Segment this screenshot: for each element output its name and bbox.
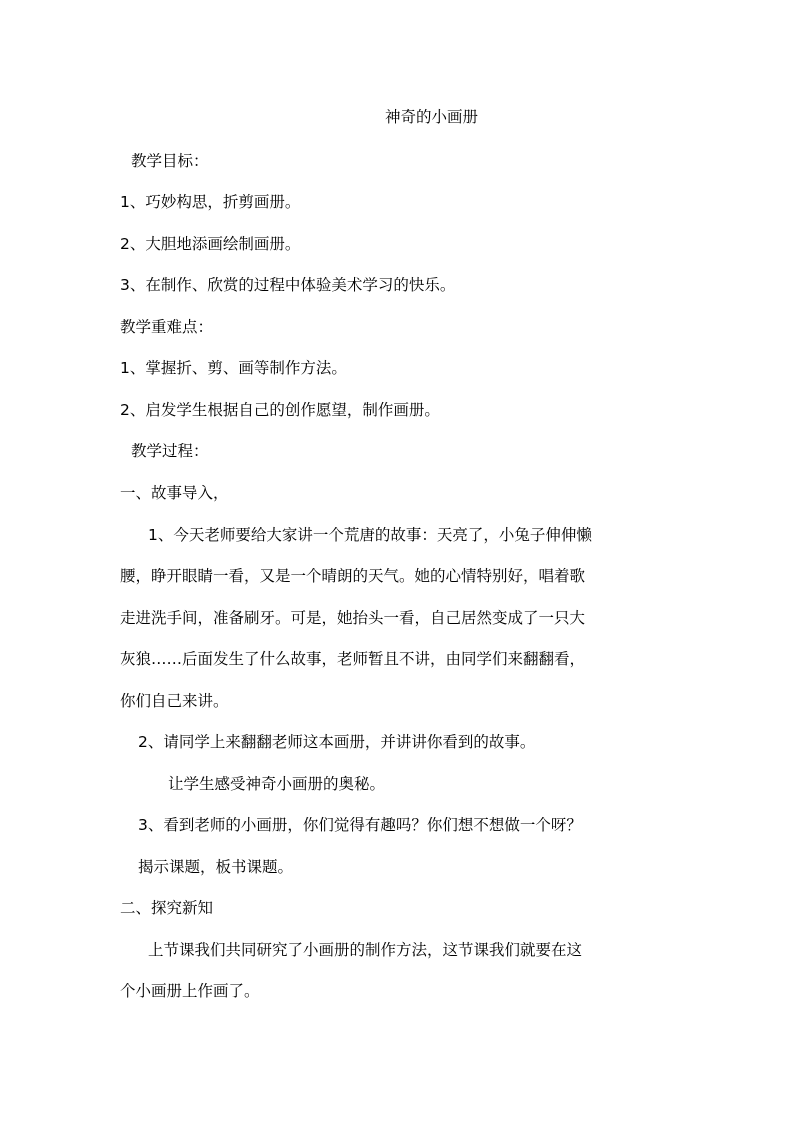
paragraph-line: 走进洗手间，准备刷牙。可是，她抬头一看，自己居然变成了一只大 — [120, 609, 586, 627]
subsection-heading-story: 一、故事导入， — [120, 484, 229, 502]
paragraph-line: 灰狼……后面发生了什么故事，老师暂且不讲，由同学们来翻翻看， — [120, 650, 586, 668]
objective-item: 3、在制作、欣赏的过程中体验美术学习的快乐。 — [120, 276, 456, 294]
section-heading-objectives: 教学目标： — [131, 152, 209, 170]
section-heading-process: 教学过程： — [131, 442, 209, 460]
objective-item: 2、大胆地添画绘制画册。 — [120, 235, 301, 253]
key-point-item: 1、掌握折、剪、画等制作方法。 — [120, 359, 347, 377]
key-point-item: 2、启发学生根据自己的创作愿望，制作画册。 — [120, 401, 440, 419]
section-heading-key-points: 教学重难点： — [120, 318, 214, 336]
objective-item: 1、巧妙构思，折剪画册。 — [120, 193, 301, 211]
paragraph-line: 腰，睁开眼睛一看，又是一个晴朗的天气。她的心情特别好，唱着歌 — [120, 567, 586, 585]
paragraph-line: 2、请同学上来翻翻老师这本画册，并讲讲你看到的故事。 — [138, 733, 536, 751]
paragraph-line: 个小画册上作画了。 — [120, 982, 260, 1000]
document-title: 神奇的小画册 — [385, 108, 479, 126]
paragraph-line: 上节课我们共同研究了小画册的制作方法，这节课我们就要在这 — [148, 941, 583, 959]
paragraph-line: 1、今天老师要给大家讲一个荒唐的故事：天亮了，小兔子伸伸懒 — [148, 526, 592, 544]
paragraph-line: 让学生感受神奇小画册的奥秘。 — [168, 775, 386, 793]
subsection-heading-explore: 二、探究新知 — [120, 899, 214, 917]
paragraph-line: 你们自己来讲。 — [120, 692, 229, 710]
paragraph-line: 揭示课题，板书课题。 — [138, 858, 294, 876]
paragraph-line: 3、看到老师的小画册，你们觉得有趣吗？你们想不想做一个呀？ — [138, 816, 582, 834]
